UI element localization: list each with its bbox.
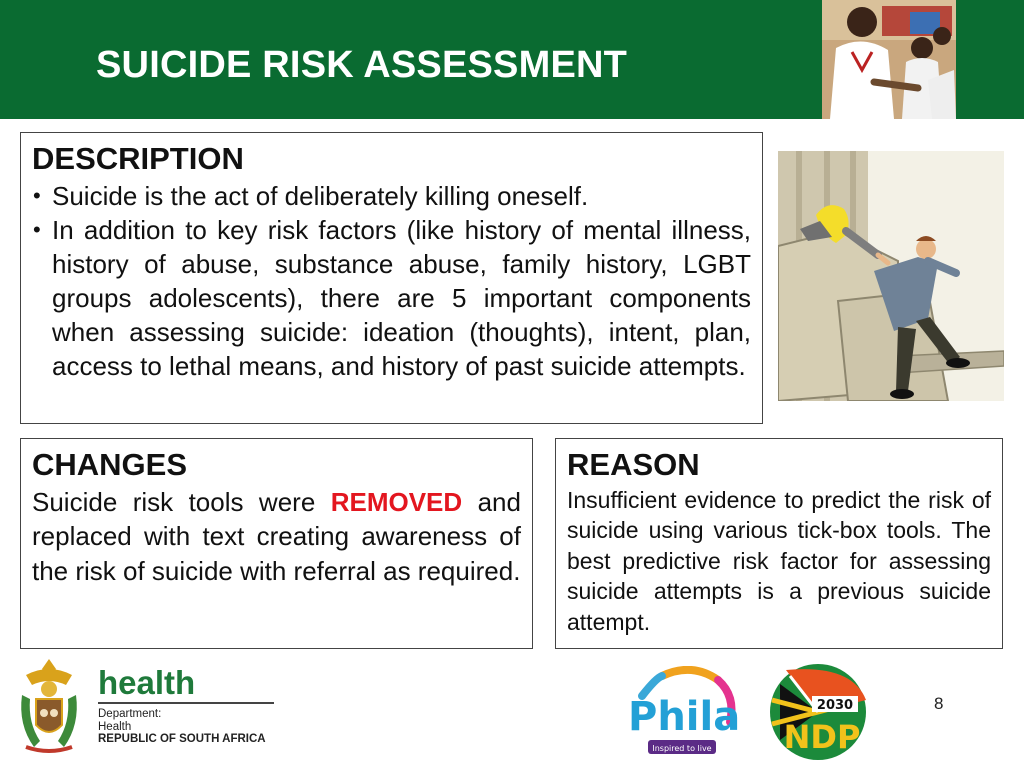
health-logo-word: health	[98, 664, 196, 701]
reason-text: Insufficient evidence to predict the risk of suicide using various tick-box tools. The best predictive risk factor for assessing suicide attempts is a previous suicide attempt.	[567, 486, 991, 635]
dept-line-2: Health	[98, 720, 132, 733]
reason-box	[555, 438, 1003, 649]
changes-text-start: Suicide risk tools were	[32, 486, 331, 517]
removed-highlight: REMOVED	[330, 486, 463, 517]
phila-text: Phila	[628, 694, 741, 740]
description-heading: DESCRIPTION	[32, 141, 244, 176]
reason-heading: REASON	[567, 447, 700, 482]
page-number: 8	[934, 694, 944, 713]
ndp-year: 2030	[816, 698, 854, 713]
changes-box	[20, 438, 533, 649]
changes-text	[32, 485, 521, 589]
header-bar	[0, 0, 1024, 119]
dept-line-3: REPUBLIC OF SOUTH AFRICA	[98, 733, 266, 745]
changes-text-end: and replaced with text creating awareness of the risk of suicide with referral as required.	[32, 486, 521, 586]
description-box	[20, 132, 763, 424]
illustration	[778, 151, 1004, 401]
phila-logo	[622, 666, 748, 762]
description-bullet-1: • Suicide is the act of deliberately killing oneself.	[32, 179, 751, 213]
phila-tagline: Inspired to live	[652, 744, 712, 753]
description-bullet-2: • In addition to key risk factors (like history of mental illness, history of abuse, substance abuse, family history, LGBT groups adolescents), there are 5 important components when assessing suicide: ideation (thoughts), intent, plan, access to lethal means, and history of past suicide attempts.	[32, 213, 751, 383]
dept-line-1: Department:	[98, 708, 162, 720]
header-photo	[822, 0, 956, 119]
health-logo-divider	[98, 702, 274, 704]
ndp-2030-logo	[762, 660, 874, 764]
department-label	[98, 708, 266, 746]
changes-heading: CHANGES	[32, 447, 188, 482]
description-list	[32, 179, 751, 383]
ndp-text: NDP	[783, 718, 861, 756]
coat-of-arms-icon	[14, 655, 84, 755]
page-title: SUICIDE RISK ASSESSMENT	[96, 44, 628, 86]
